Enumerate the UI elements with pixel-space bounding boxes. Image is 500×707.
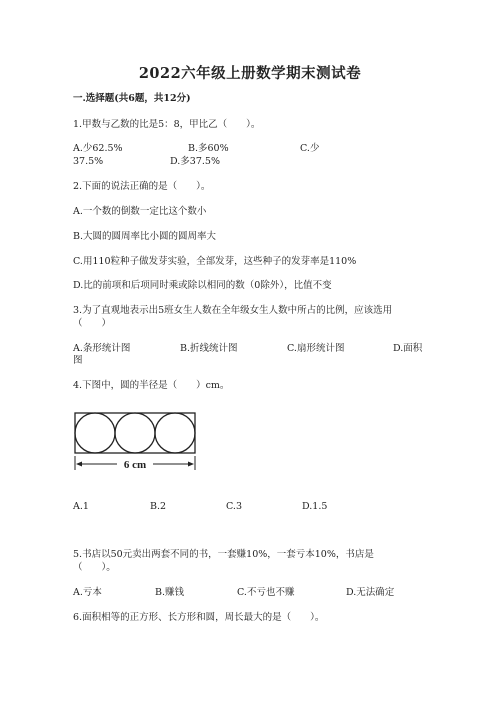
question-4-option-c: C.3: [226, 501, 242, 512]
question-3-stem-line-2: （ ）: [73, 318, 112, 329]
three-circles-figure: [70, 408, 210, 474]
question-4-option-d: D.1.5: [302, 501, 328, 512]
page-title: 2022六年级上册数学期末测试卷: [138, 65, 362, 82]
figure-rectangle: [75, 413, 195, 453]
question-3-option-d: D.面积: [393, 343, 423, 354]
question-5-stem-line-2: （ ）。: [73, 562, 116, 573]
figure-circle-right: [155, 413, 195, 453]
question-2-option-c: C.用110粒种子做发芽实验，全部发芽，这些种子的发芽率是110%: [73, 256, 357, 267]
question-4-stem: 4.下图中，圆的半径是（ ）cm。: [73, 380, 230, 391]
question-2-option-a: A.一个数的倒数一定比这个数小: [73, 206, 207, 217]
question-3-option-c: C.扇形统计图: [287, 343, 345, 354]
figure-circle-left: [75, 413, 115, 453]
question-5-stem-line-1: 5.书店以50元卖出两套不同的书，一套赚10%，一套亏本10%，书店是: [73, 549, 374, 560]
question-1-option-c-continued: 37.5%: [73, 156, 104, 167]
question-1-option-b: B.多60%: [188, 143, 229, 154]
question-1-option-c: C.少: [300, 143, 320, 154]
question-5-option-a: A.亏本: [73, 587, 102, 598]
question-3-stem-line-1: 3.为了直观地表示出5班女生人数在全年级女生人数中所占的比例，应该选用: [73, 305, 393, 316]
question-5-option-d: D.无法确定: [346, 587, 395, 598]
question-5-option-b: B.赚钱: [155, 587, 185, 598]
question-2-option-b: B.大圆的圆周率比小圆的圆周率大: [73, 231, 217, 242]
question-3-option-d-continued: 图: [73, 355, 83, 366]
question-2-option-d: D.比的前项和后项同时乘或除以相同的数（0除外），比值不变: [73, 280, 332, 291]
question-4-option-b: B.2: [150, 501, 167, 512]
question-5-option-c: C.不亏也不赚: [237, 587, 295, 598]
figure-arrowhead-right: [188, 462, 194, 467]
question-3-option-b: B.折线统计图: [180, 343, 238, 354]
question-6-stem: 6.面积相等的正方形、长方形和圆，周长最大的是（ ）。: [73, 612, 325, 623]
question-4-option-a: A.1: [73, 501, 89, 512]
figure-dimension-label: 6 cm: [123, 459, 147, 471]
figure-arrowhead-left: [76, 462, 82, 467]
section-heading: 一.选择题(共6题，共12分): [73, 93, 191, 104]
figure-circle-middle: [115, 413, 155, 453]
question-2-stem: 2.下面的说法正确的是（ ）。: [73, 181, 211, 192]
question-3-option-a: A.条形统计图: [73, 343, 131, 354]
question-1-option-d: D.多37.5%: [170, 156, 220, 167]
question-1-stem: 1.甲数与乙数的比是5：8，甲比乙（ ）。: [73, 119, 261, 130]
question-1-option-a: A.少62.5%: [73, 143, 123, 154]
